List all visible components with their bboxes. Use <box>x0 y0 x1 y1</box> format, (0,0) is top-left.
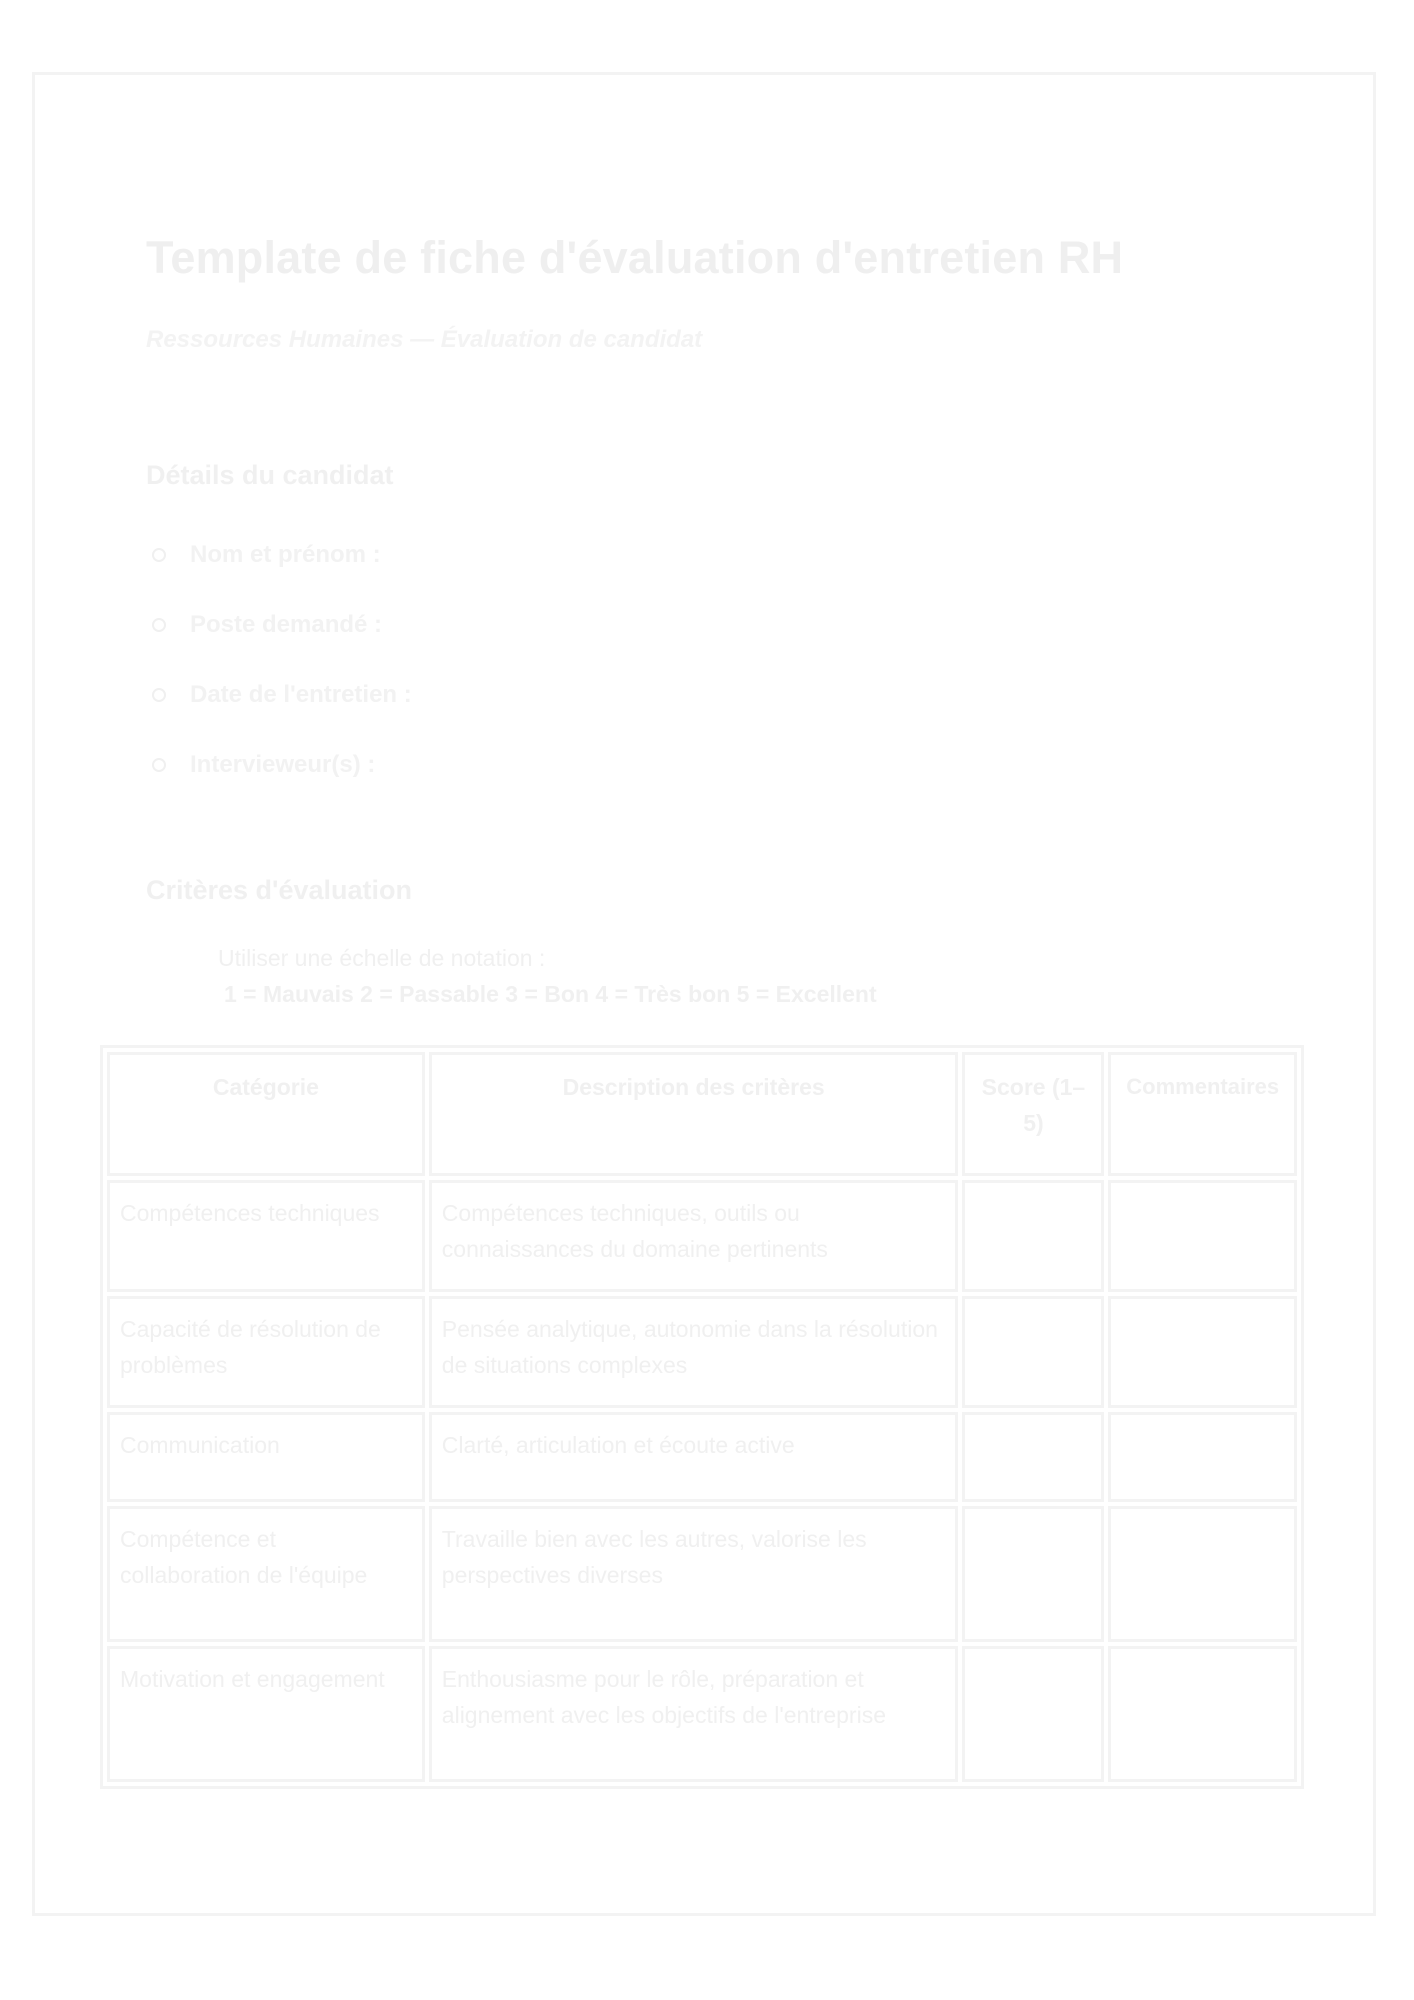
score-cell[interactable] <box>962 1296 1104 1408</box>
detail-label: Nom et prénom : <box>190 541 381 568</box>
description-cell: Travaille bien avec les autres, valorise les perspectives diverses <box>429 1506 959 1642</box>
criteria-heading: Critères d'évaluation <box>146 875 413 905</box>
description-cell: Enthousiasme pour le rôle, préparation et alignement avec les objectifs de l'entreprise <box>429 1646 959 1782</box>
document-title: Template de fiche d'évaluation d'entretien RH <box>146 232 1124 283</box>
header-description: Description des critères <box>429 1052 959 1176</box>
table-row <box>107 1412 1297 1502</box>
bullet-icon <box>152 758 166 772</box>
table-row <box>107 1296 1297 1408</box>
table-header-row <box>107 1052 1297 1176</box>
detail-item-interviewer <box>146 730 412 800</box>
header-comments: Commentaires <box>1108 1052 1297 1176</box>
bullet-icon <box>152 618 166 632</box>
category-cell: Communication <box>107 1412 425 1502</box>
detail-item-name <box>146 520 412 590</box>
detail-label: Poste demandé : <box>190 611 383 638</box>
description-cell: Pensée analytique, autonomie dans la résolution de situations complexes <box>429 1296 959 1408</box>
comments-cell[interactable] <box>1108 1646 1297 1782</box>
candidate-details-list <box>146 520 412 800</box>
description-cell: Clarté, articulation et écoute active <box>429 1412 959 1502</box>
rating-scale-note <box>218 940 877 1012</box>
detail-label: Date de l'entretien : <box>190 681 412 708</box>
candidate-details-heading: Détails du candidat <box>146 460 394 490</box>
comments-cell[interactable] <box>1108 1412 1297 1502</box>
comments-cell[interactable] <box>1108 1180 1297 1292</box>
comments-cell[interactable] <box>1108 1506 1297 1642</box>
detail-label: Intervieweur(s) : <box>190 751 376 778</box>
bullet-icon <box>152 548 166 562</box>
category-cell: Compétences techniques <box>107 1180 425 1292</box>
comments-cell[interactable] <box>1108 1296 1297 1408</box>
criteria-table <box>100 1045 1304 1789</box>
score-cell[interactable] <box>962 1412 1104 1502</box>
score-cell[interactable] <box>962 1646 1104 1782</box>
detail-item-position <box>146 590 412 660</box>
bullet-icon <box>152 688 166 702</box>
header-score: Score (1–5) <box>962 1052 1104 1176</box>
rating-scale-values: 1 = Mauvais 2 = Passable 3 = Bon 4 = Très bon 5 = Excellent <box>224 981 877 1007</box>
document-subtitle: Ressources Humaines — Évaluation de candidat <box>146 326 703 353</box>
detail-item-date <box>146 660 412 730</box>
score-cell[interactable] <box>962 1506 1104 1642</box>
table-row <box>107 1180 1297 1292</box>
category-cell: Compétence et collaboration de l'équipe <box>107 1506 425 1642</box>
category-cell: Capacité de résolution de problèmes <box>107 1296 425 1408</box>
table-row <box>107 1506 1297 1642</box>
table-row <box>107 1646 1297 1782</box>
header-category: Catégorie <box>107 1052 425 1176</box>
category-cell: Motivation et engagement <box>107 1646 425 1782</box>
score-cell[interactable] <box>962 1180 1104 1292</box>
description-cell: Compétences techniques, outils ou connaissances du domaine pertinents <box>429 1180 959 1292</box>
rating-scale-intro: Utiliser une échelle de notation : <box>218 945 546 971</box>
